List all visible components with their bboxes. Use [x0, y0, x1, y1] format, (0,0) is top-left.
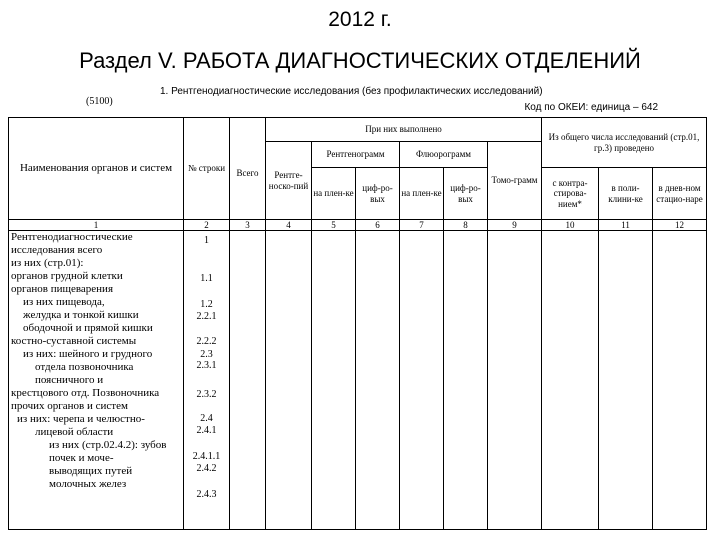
colnum-7: 7	[400, 220, 444, 231]
row-number: 1.2	[200, 299, 213, 311]
organ-names-cell	[9, 231, 184, 530]
organ-name-line: органов грудной клетки	[11, 270, 123, 283]
table-subtitle: 1. Рентгенодиагностические исследования (без профилактических исследований)	[160, 86, 543, 97]
colnum-2: 2	[184, 220, 230, 231]
form-code: (5100)	[86, 96, 113, 107]
row-numbers-cell	[184, 231, 230, 530]
organ-name-line: костно-суставной системы	[11, 335, 137, 348]
row-number: 2.4.1.1	[192, 451, 221, 463]
row-number: 2.4.3	[196, 489, 217, 501]
header-roentgenoscopy: Рентге-носко-пий	[266, 142, 312, 220]
data-cell	[266, 231, 312, 530]
data-cell	[542, 231, 599, 530]
header-fluoro-film: на плен-ке	[400, 168, 444, 220]
header-total: Всего	[230, 118, 266, 220]
okei-code: Код по ОКЕИ: единица – 642	[524, 102, 658, 113]
organ-name-line: из них пищевода,	[23, 296, 105, 309]
colnum-12: 12	[653, 220, 707, 231]
header-of-total: Из общего числа исследований (стр.01, гр.3) проведено	[542, 118, 707, 168]
organ-name-line: почек и моче-	[49, 452, 114, 465]
data-cell	[599, 231, 653, 530]
organ-name-line: крестцового отд. Позвоночника	[11, 387, 160, 400]
header-name: Наименования органов и систем	[9, 118, 184, 220]
organ-name-line: из них: черепа и челюстно-	[17, 413, 145, 426]
header-roentgen-digital: циф-ро-вых	[356, 168, 400, 220]
row-number: 2.2.1	[196, 310, 217, 322]
data-cell	[230, 231, 266, 530]
row-number: 2.4	[200, 413, 213, 425]
organ-name-line: молочных желез	[49, 478, 127, 491]
header-day-hospital: в днев-ном стацио-наре	[653, 168, 707, 220]
row-number: 2.2.2	[196, 336, 217, 348]
organ-name-line: выводящих путей	[49, 465, 133, 478]
organ-name-line: исследования всего	[11, 244, 103, 257]
data-cell	[312, 231, 356, 530]
data-cell	[400, 231, 444, 530]
organ-name-line: отдела позвоночника	[35, 361, 134, 374]
header-roentgen-film: на плен-ке	[312, 168, 356, 220]
colnum-4: 4	[266, 220, 312, 231]
data-cell	[653, 231, 707, 530]
row-number: 2.4.2	[196, 462, 217, 474]
colnum-1: 1	[9, 220, 184, 231]
organ-name-line: органов пищеварения	[11, 283, 113, 296]
colnum-5: 5	[312, 220, 356, 231]
colnum-10: 10	[542, 220, 599, 231]
header-tomograms: Томо-грамм	[488, 142, 542, 220]
header-performed: При них выполнено	[266, 118, 542, 142]
row-number: 2.3.1	[196, 360, 217, 372]
colnum-3: 3	[230, 220, 266, 231]
colnum-8: 8	[444, 220, 488, 231]
colnum-9: 9	[488, 220, 542, 231]
row-number: 2.3.2	[196, 388, 217, 400]
data-cell	[356, 231, 400, 530]
organ-name-line: поясничного и	[35, 374, 104, 387]
row-number: 2.3	[200, 348, 213, 360]
organ-name-line: прочих органов и систем	[11, 400, 128, 413]
header-with-contrast: с контра-стирова-нием*	[542, 168, 599, 220]
data-cell	[444, 231, 488, 530]
organ-name-line: желудка и тонкой кишки	[23, 309, 139, 322]
row-number: 1	[204, 235, 209, 247]
row-number: 2.4.1	[196, 424, 217, 436]
organ-name-line: из них: шейного и грудного	[23, 348, 153, 361]
organ-name-line: Рентгенодиагностические	[11, 231, 133, 244]
header-fluoro-digital: циф-ро-вых	[444, 168, 488, 220]
header-row-no: № строки	[184, 118, 230, 220]
header-roentgenograms: Рентгенограмм	[312, 142, 400, 168]
data-cell	[488, 231, 542, 530]
organ-name-line: из них (стр.01):	[11, 257, 84, 270]
header-fluorograms: Флюорограмм	[400, 142, 488, 168]
section-title: Раздел V. РАБОТА ДИАГНОСТИЧЕСКИХ ОТДЕЛЕНИЙ	[79, 48, 641, 73]
diagnostics-table	[8, 117, 707, 530]
organ-name-line: из них (стр.02.4.2): зубов	[49, 439, 167, 452]
header-polyclinic: в поли-клини-ке	[599, 168, 653, 220]
row-number: 1.1	[200, 272, 213, 284]
organ-name-line: лицевой области	[35, 426, 114, 439]
report-year: 2012 г.	[328, 8, 392, 31]
colnum-11: 11	[599, 220, 653, 231]
colnum-6: 6	[356, 220, 400, 231]
organ-name-line: ободочной и прямой кишки	[23, 322, 153, 335]
